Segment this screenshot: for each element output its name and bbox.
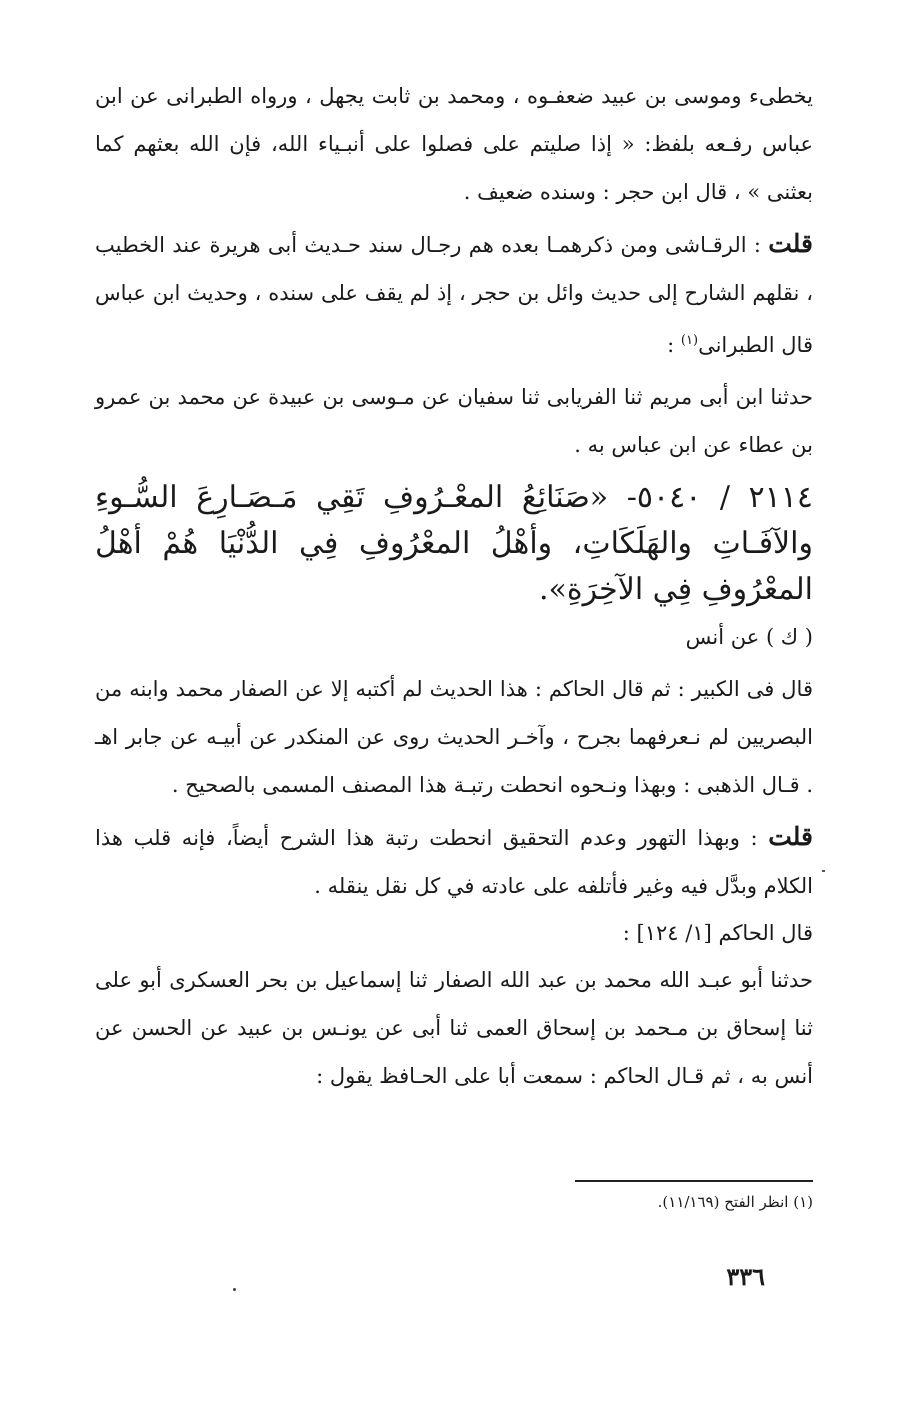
footnote-separator	[575, 1180, 813, 1182]
page-number: ٣٣٦	[726, 1262, 765, 1291]
paragraph-6: قال الحاكم [١/ ١٢٤] :	[622, 921, 813, 945]
paragraph-3: حدثنا ابن أبى مريم ثنا الفريابى ثنا سفيان عن مـوسى بن عبيدة عن محمد بن عمرو بن عطاء عن ابن عباس به .	[95, 385, 813, 457]
ink-speck	[233, 1288, 236, 1291]
paragraph-2-end: :	[667, 333, 681, 357]
qult-lead-word: قلت	[768, 822, 813, 851]
page-body	[95, 72, 813, 1100]
paragraph-5	[95, 813, 813, 910]
qult-lead-word: قلت	[768, 229, 813, 258]
paragraph-7: حدثنا أبو عبـد الله محمد بن عبد الله الصفار ثنا إسماعيل بن بحر العسكرى أبو على ثنا إسحاق بن مـحمد بن إسحاق العمى ثنا أبى عن يونـس بن عبيد عن الحسن عن أنس به ، ثم قـال الحاكم : سمعت أبا على الحـافظ يقول :	[95, 968, 813, 1088]
footnote-marker: (١)	[680, 333, 699, 348]
paragraph-2-text: : الرقـاشى ومن ذكرهمـا بعده هم رجـال سند حـديث أبى هريرة عند الخطيب ، نقلهم الشارح إلى حديث وائل بن حجر ، إذ لم يقف على سنده ، وحديث ابن عباس قال الطبرانى	[95, 233, 813, 357]
margin-mark	[822, 870, 825, 872]
paragraph-1: يخطىء وموسى بن عبيد ضعفـوه ، ومحمد بن ثابت يجهل ، ورواه الطبرانى عن ابن عباس رفـعه بلفظ: « إذا صليتم على فصلوا على أنبـياء الله، فإن الله بعثهم كما بعثنى » ، قال ابن حجر : وسنده ضعيف .	[95, 84, 813, 204]
hadith-text: ٢١١٤ / ٥٠٤٠- «صَنَائِعُ المعْـرُوفِ تَقِي مَـصَـارِعَ السُّـوءِ والآفَـاتِ والهَلَكَاتِ، وأهْلُ المعْرُوفِ فِي الدُّنْيَا هُمْ أهْلُ المعْرُوفِ فِي الآخِرَةِ».	[95, 480, 813, 607]
footnote: (١) انظر الفتح (١١/١٦٩).	[657, 1193, 813, 1211]
paragraph-2	[95, 220, 813, 369]
hadith-reference: ( ك ) عن أنس	[685, 625, 813, 649]
paragraph-4: قال فى الكبير : ثم قال الحاكم : هذا الحديث لم أكتبه إلا عن الصفار محمد وابنه من البصريين لم نـعرفهما بجرح ، وآخـر الحديث روى عن المنكدر عن أبيـه عن جابر اهـ . قـال الذهبى : وبهذا ونـحوه انحطت رتبـة هذا المصنف المسمى بالصحيح .	[95, 677, 813, 797]
paragraph-5-text: : وبهذا التهور وعدم التحقيق انحطت رتبة هذا الشرح أيضاً، فإنه قلب هذا الكلام وبدَّل فيه وغير فأتلفه على عادته في كل نقل ينقله .	[95, 826, 813, 898]
